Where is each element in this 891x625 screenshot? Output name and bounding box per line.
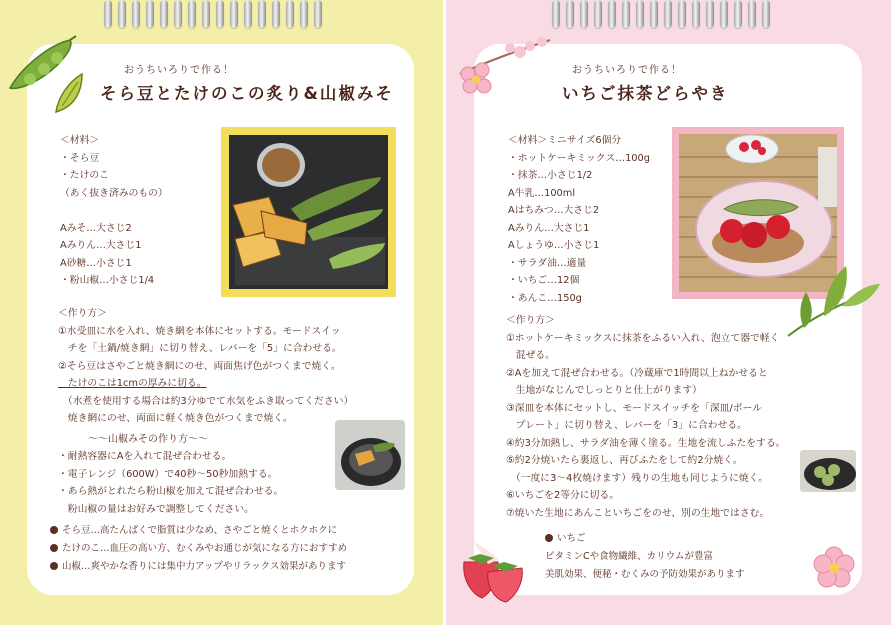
step-line: ＜作り方＞ [506, 315, 555, 326]
step-line: 生地がなじんでしっとりと仕上がります） [506, 385, 702, 396]
step-line: ⑥いちごを2等分に切る。 [506, 490, 619, 501]
bamboo-shoot-tip [50, 540, 347, 558]
ingredient-line: Aみりん…大さじ1 [60, 240, 142, 251]
step-line: ③深皿を本体にセットし、モードスイッチを「深皿/ボール [506, 402, 762, 414]
strawberry-tip-heading-text: いちご [557, 533, 586, 544]
grilled-fava-bamboo-photo [221, 127, 396, 297]
right-ingredients-list [508, 132, 650, 307]
page-divider [443, 0, 446, 625]
ingredient-line: Aはちみつ…大さじ2 [508, 205, 600, 216]
step-line: チを「土鍋/焼き網」に切り替え、レバーを「5」に合わせる。 [58, 343, 342, 354]
miso-step-line: ・耐熱容器にAを入れて混ぜ合わせる。 [58, 451, 232, 462]
bamboo-shoot-icon [52, 72, 86, 116]
bamboo-shoot-tip-text: たけのこ…血圧の高い方、むくみやお通じが気になる方におすすめ [62, 543, 348, 554]
ingredient-line: ・そら豆 [60, 152, 100, 164]
step-line: 混ぜる。 [506, 350, 555, 361]
leaf-icon [784, 262, 882, 342]
miso-step-line: ・あら熱がとれたら粉山椒を加えて混ぜ合わせる。 [58, 486, 284, 497]
tip-bullet-icon [50, 526, 58, 534]
step-line: 焼き網にのせ、両面に軽く焼き色がつくまで焼く。 [58, 413, 293, 424]
step-line: ②そら豆はさやごと焼き網にのせ、両面焦げ色がつくまで焼く。 [58, 360, 341, 372]
irori-grill-photo [335, 420, 405, 490]
ingredient-line: Aしょうゆ…小さじ1 [508, 240, 600, 251]
miso-steps-list [58, 448, 283, 518]
step-line: ②Aを加えて混ぜ合わせる。（冷蔵庫で1時間以上ねかせると [506, 367, 768, 379]
step-line: ⑤約2分焼いたら裏返し、再びふたをして約2分焼く。 [506, 455, 743, 466]
ingredient-line: ・あんこ…150g [508, 292, 582, 304]
ingredient-line [60, 202, 168, 220]
step-line: プレート」に切り替え、レバーを「3」に合わせる。 [506, 420, 747, 431]
cherry-blossom-icon [450, 30, 560, 110]
ingredient-line: ＜材料＞ミニサイズ6個分 [508, 135, 622, 146]
miso-step-line: ・電子レンジ（600W）で40秒～50秒加熱する。 [58, 468, 278, 480]
cherry-blossom-icon [812, 546, 856, 590]
ingredient-line: ・いちご…12個 [508, 275, 580, 286]
left-subtitle: おうちいろりで作る！ [124, 65, 234, 76]
ingredient-line: ・サラダ油…適量 [508, 257, 587, 269]
left-steps-list [58, 305, 353, 428]
step-line: （一度に3～4枚焼けます）残りの生地も同じように焼く。 [506, 472, 769, 484]
ingredient-line: ＜材料＞ [60, 135, 100, 146]
strawberry-tip-heading [545, 530, 586, 548]
left-spiral-binding [104, 0, 322, 30]
right-subtitle: おうちいろりで作る！ [572, 65, 682, 76]
fava-bean-tip [50, 522, 337, 540]
ingredient-line: ・抹茶…小さじ1/2 [508, 170, 593, 181]
ingredient-line: ・たけのこ [60, 170, 109, 181]
tip-bullet-icon [50, 544, 58, 552]
fava-bean-tip-text: そら豆…高たんぱくで脂質は少なめ、さやごと焼くとホクホクに [62, 525, 338, 536]
left-recipe-title: そら豆とたけのこの炙り&山椒みそ [100, 84, 394, 103]
sansho-tip [50, 558, 346, 576]
ingredient-line: A砂糖…小さじ1 [60, 257, 132, 269]
step-line: ④約3分加熱し、サラダ油を薄く塗る。生地を流しふたをする。 [506, 437, 786, 449]
step-line: ①水受皿に水を入れ、焼き網を本体にセットする。モードスイッ [58, 325, 341, 337]
right-recipe-title: いちご抹茶どらやき [562, 84, 729, 103]
strawberry-tip-line: ビタミンCや食物繊維、カリウムが豊富 [545, 551, 714, 562]
step-line: ＜作り方＞ [58, 308, 107, 319]
tip-bullet-icon [545, 534, 553, 542]
step-line: たけのこは1cmの厚みに切る。 [58, 378, 207, 389]
ingredient-line: ・粉山椒…小さじ1/4 [60, 275, 155, 286]
left-ingredients-list [60, 132, 168, 290]
right-steps-list [506, 312, 785, 522]
ingredient-line: Aみそ…大さじ2 [60, 222, 132, 234]
tip-bullet-icon [50, 562, 58, 570]
strawberry-tip-line: 美肌効果、便秘・むくみの予防効果があります [545, 569, 745, 580]
sansho-tip-text: 山椒…爽やかな香りには集中力アップやリラックス効果があります [62, 561, 347, 572]
ingredient-line: ・ホットケーキミックス…100g [508, 152, 650, 164]
step-line: （水煮を使用する場合は約3分ゆでて水気をふき取ってください） [58, 395, 354, 407]
strawberry-icon [458, 532, 528, 604]
ingredient-line: （あく抜き済みのもの） [60, 187, 168, 199]
pancake-cooking-photo [800, 450, 856, 492]
miso-step-line: 粉山椒の量はお好みで調整してください。 [58, 503, 254, 515]
step-line: ①ホットケーキミックスに抹茶をふるい入れ、泡立て器で軽く [506, 332, 780, 344]
ingredient-line: A牛乳…100ml [508, 187, 576, 199]
miso-heading: ～～山椒みその作り方～～ [88, 434, 208, 445]
ingredient-line: Aみりん…大さじ1 [508, 222, 590, 234]
right-spiral-binding [552, 0, 770, 30]
step-line: ⑦焼いた生地にあんこといちごをのせ、別の生地ではさむ。 [506, 507, 770, 519]
